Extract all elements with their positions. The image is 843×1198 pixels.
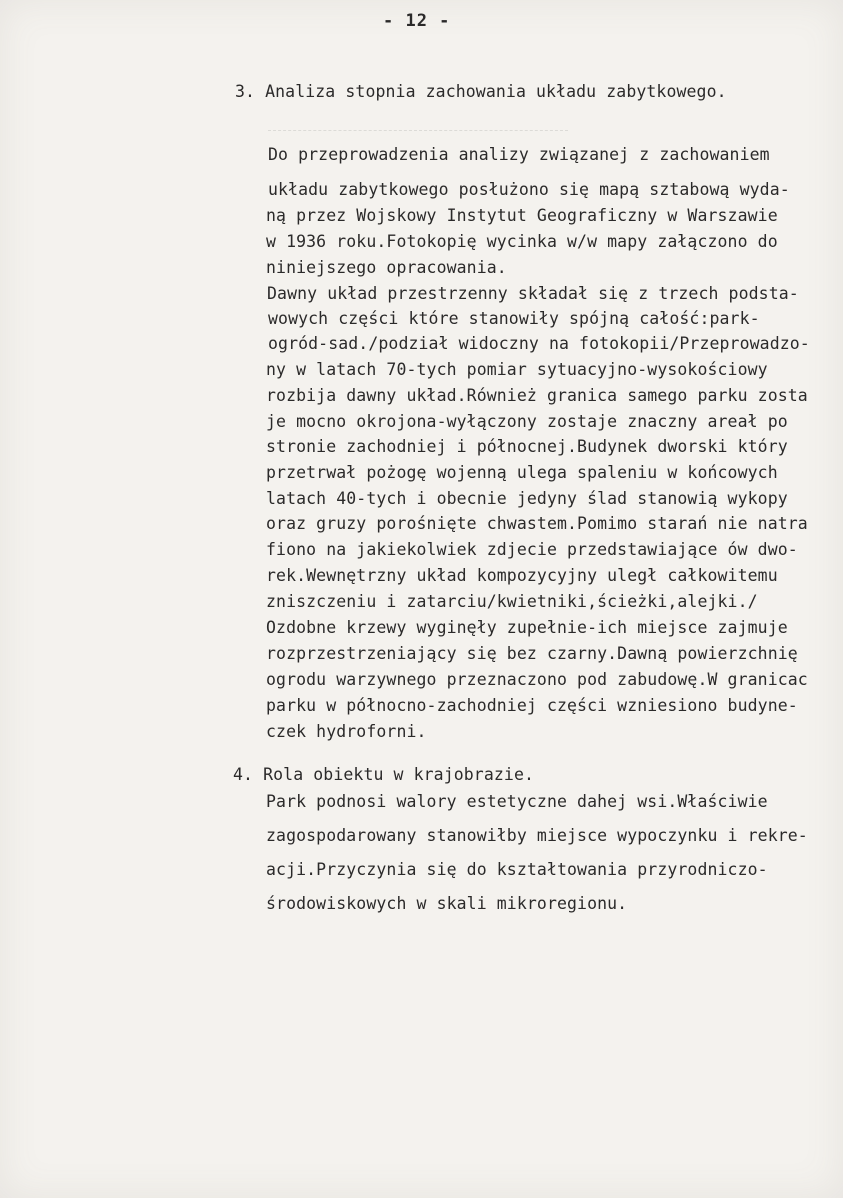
body-line: niniejszego opracowania. bbox=[266, 258, 507, 277]
body-line: acji.Przyczynia się do kształtowania przyrodniczo- bbox=[266, 860, 768, 879]
body-line: je mocno okrojona-wyłączony zostaje znaczny areał po bbox=[266, 412, 788, 431]
page-number: - 12 - bbox=[383, 11, 451, 31]
body-line: ogród-sad./podział widoczny na fotokopii/Przeprowadzo- bbox=[268, 334, 810, 353]
section-3-heading: 3. Analiza stopnia zachowania układu zabytkowego. bbox=[235, 82, 727, 101]
body-line: fiono na jakiekolwiek zdjecie przedstawiające ów dwo- bbox=[266, 540, 798, 559]
body-line: układu zabytkowego posłużono się mapą sztabową wyda- bbox=[268, 180, 790, 199]
body-line: ny w latach 70-tych pomiar sytuacyjno-wysokościowy bbox=[266, 360, 768, 379]
body-line: rozprzestrzeniający się bez czarny.Dawną powierzchnię bbox=[266, 644, 798, 663]
section-4-heading: 4. Rola obiektu w krajobrazie. bbox=[233, 765, 535, 784]
body-line: stronie zachodniej i północnej.Budynek dworski który bbox=[266, 437, 788, 456]
body-line: środowiskowych w skali mikroregionu. bbox=[266, 894, 628, 913]
body-line: Dawny układ przestrzenny składał się z trzech podsta- bbox=[267, 284, 799, 303]
body-line: wowych części które stanowiły spójną całość:park- bbox=[268, 309, 760, 328]
faint-rule bbox=[268, 130, 568, 131]
body-line: przetrwał pożogę wojenną ulega spaleniu w końcowych bbox=[266, 463, 778, 482]
body-line: ogrodu warzywnego przeznaczono pod zabudowę.W granicac bbox=[266, 670, 808, 689]
body-line: rozbija dawny układ.Również granica samego parku zosta bbox=[266, 386, 808, 405]
body-line: rek.Wewnętrzny układ kompozycyjny uległ całkowitemu bbox=[266, 566, 778, 585]
body-line: Do przeprowadzenia analizy związanej z zachowaniem bbox=[268, 145, 770, 164]
body-line: zagospodarowany stanowiłby miejsce wypoczynku i rekre- bbox=[266, 826, 808, 845]
body-line: ną przez Wojskowy Instytut Geograficzny w Warszawie bbox=[266, 206, 778, 225]
body-line: czek hydroforni. bbox=[266, 722, 427, 741]
body-line: Park podnosi walory estetyczne dahej wsi.Właściwie bbox=[266, 792, 768, 811]
body-line: oraz gruzy porośnięte chwastem.Pomimo starań nie natra bbox=[266, 514, 808, 533]
body-line: Ozdobne krzewy wyginęły zupełnie-ich miejsce zajmuje bbox=[266, 618, 788, 637]
body-line: w 1936 roku.Fotokopię wycinka w/w mapy załączono do bbox=[266, 232, 778, 251]
body-line: parku w północno-zachodniej części wzniesiono budyne- bbox=[266, 696, 798, 715]
body-line: zniszczeniu i zatarciu/kwietniki,ścieżki,alejki./ bbox=[266, 592, 758, 611]
body-line: latach 40-tych i obecnie jedyny ślad stanowią wykopy bbox=[266, 489, 788, 508]
